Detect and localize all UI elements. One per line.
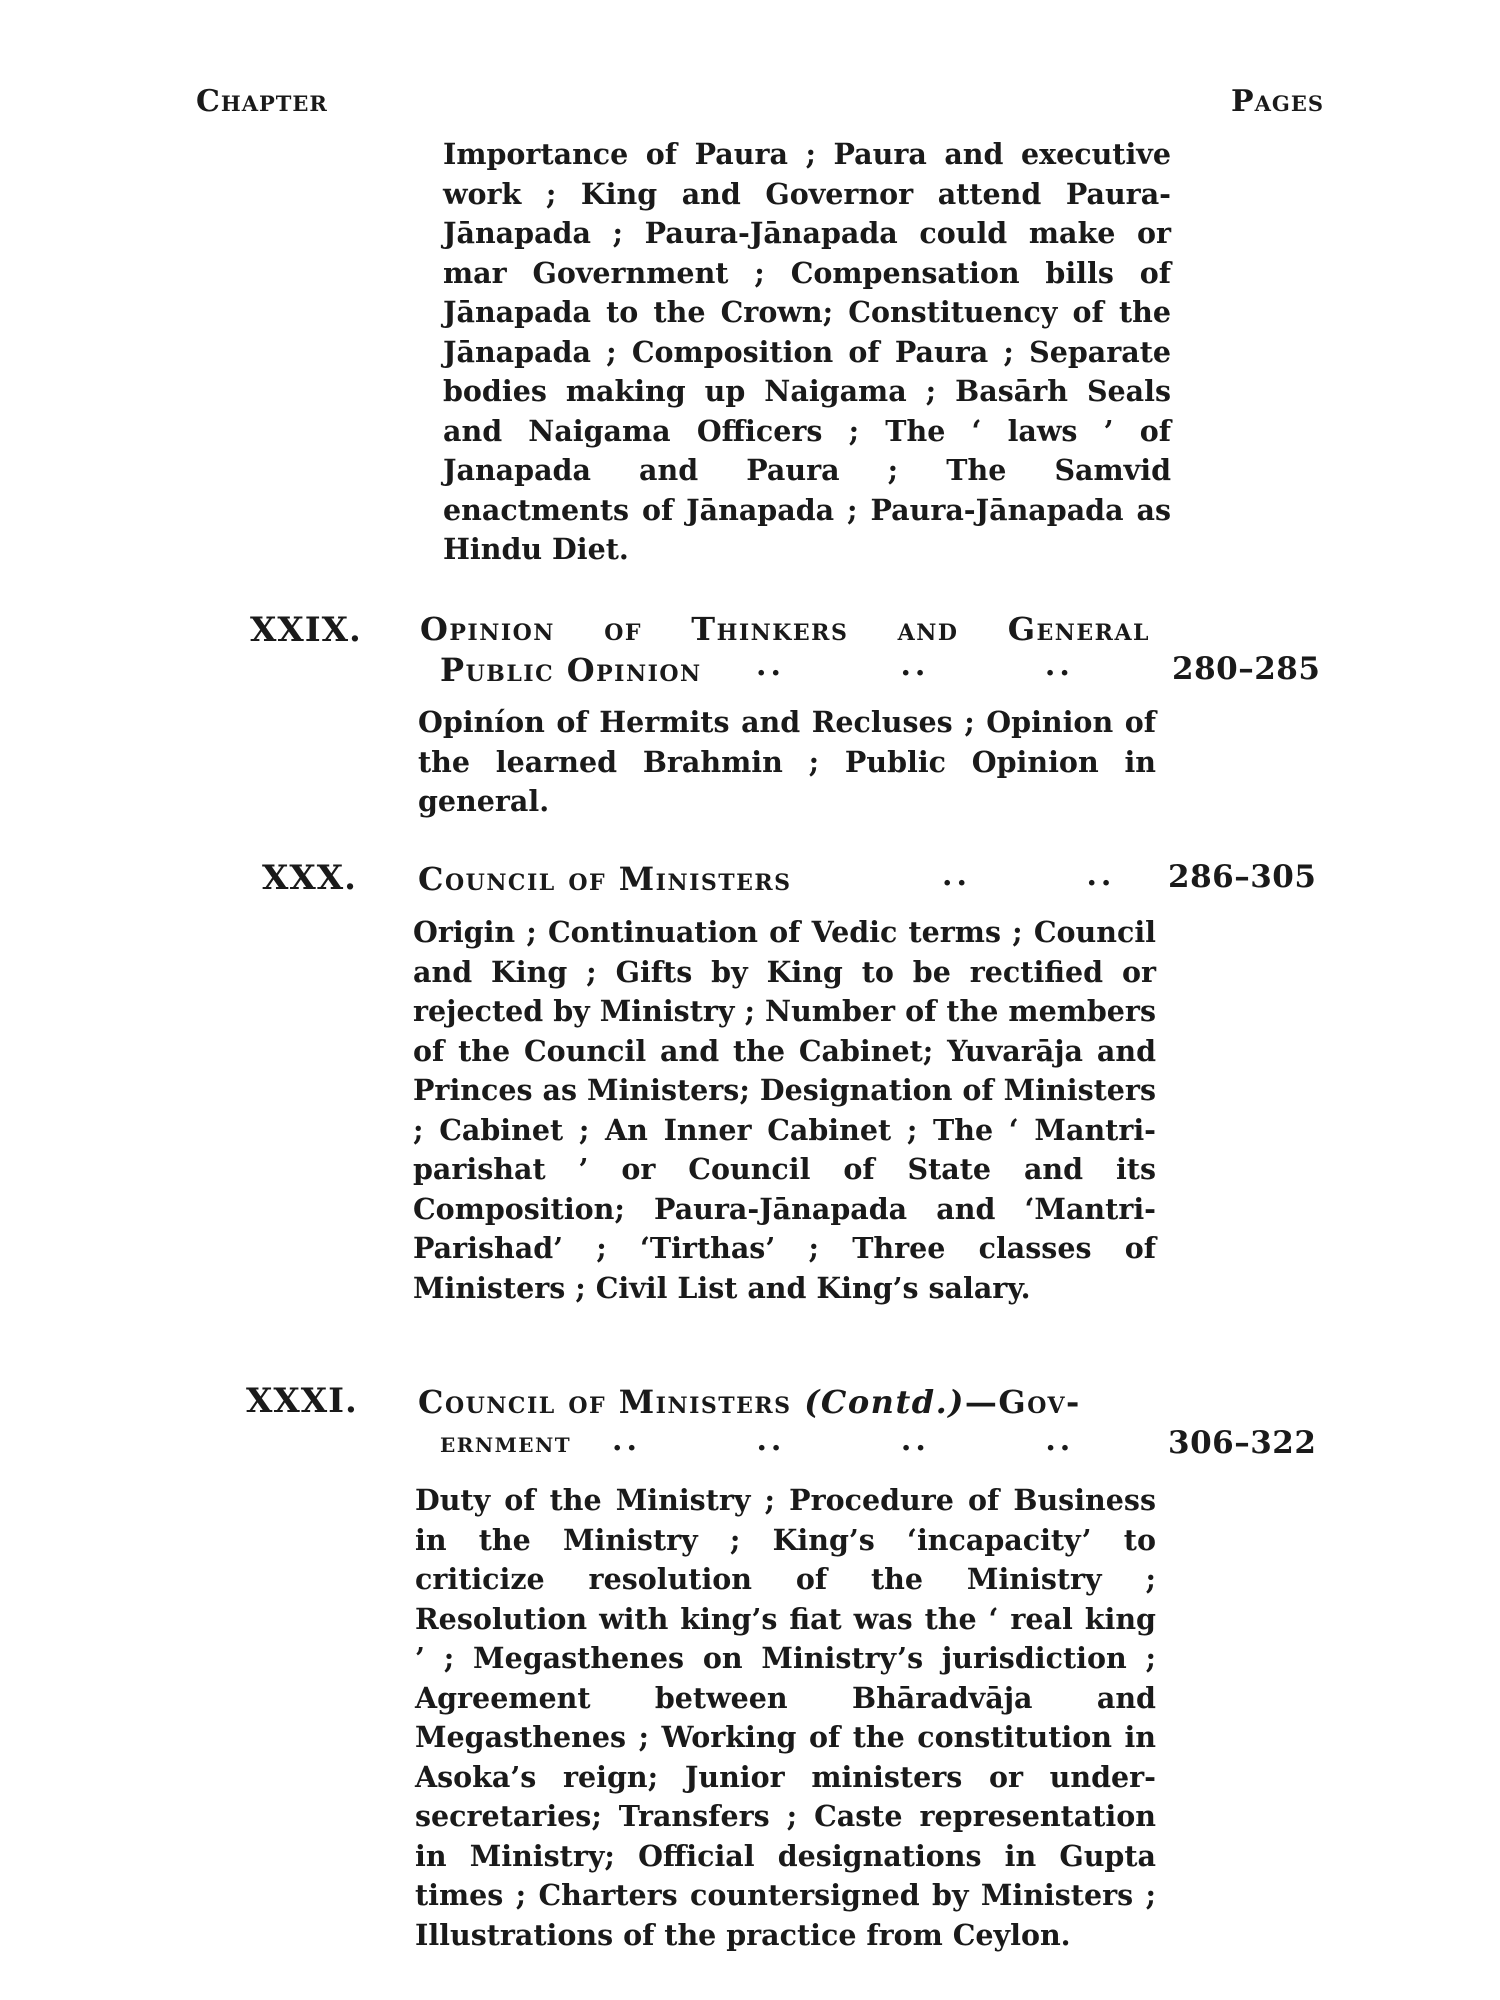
dot-leaders: .. .. .. ..: [612, 1423, 1075, 1458]
dot-leaders: .. ..: [942, 858, 1116, 893]
page-range: 286–305: [1168, 859, 1317, 895]
contd-marker: (Contd.): [804, 1383, 965, 1421]
chapter-column-header: Chapter: [196, 84, 328, 119]
page-range: 306–322: [1168, 1425, 1317, 1461]
page-range: 280–285: [1172, 651, 1321, 687]
chapter-numeral: XXIX.: [250, 610, 362, 650]
chapter-summary: Origin ; Continuation of Vedic terms ; Council and King ; Gifts by King to be rectified or rejected by Ministry ; Number of the members of the Council and the Cabinet; Yuvarāja and Princes as Ministers; Designation of Ministers ; Cabinet ; An Inner Cabinet ; The ‘ Mantri-parishat ’ or Council of State and its Composition; Paura-Jānapada and ‘Mantri-Parishad’ ; ‘Tirthas’ ; Three classes of Ministers ; Civil List and King’s salary.: [413, 915, 1156, 1305]
chapter-numeral: XXX.: [262, 858, 357, 898]
chapter-summary: Opiníon of Hermits and Recluses ; Opinion of the learned Brahmin ; Public Opinion in general.: [418, 705, 1156, 818]
chapter-title-line1: [418, 1383, 1081, 1421]
chapter-title-main: Council of Ministers: [418, 1383, 792, 1421]
chapter-title-line1: Council of Ministers: [418, 860, 792, 898]
chapter-title-line1: Opinion of Thinkers and General: [420, 610, 1150, 648]
chapter-title-tail: —Gov-: [964, 1383, 1081, 1421]
chapter-numeral: XXXI.: [246, 1381, 358, 1421]
intro-summary: Importance of Paura ; Paura and executive work ; King and Governor attend Paura-Jānapada ; Paura-Jānapada could make or mar Government ; Compensation bills of Jānapada to the Crown; Constituency of the Jānapada ; Composition of Paura ; Separate bodies making up Naigama ; Basārh Seals and Naigama Officers ; The ‘ laws ’ of Janapada and Paura ; The Samvid enactments of Jānapada ; Paura-Jānapada as Hindu Diet.: [443, 137, 1171, 566]
dot-leaders: .. .. ..: [756, 648, 1074, 683]
chapter-title-line2: ernment: [440, 1425, 572, 1459]
chapter-summary: Duty of the Ministry ; Procedure of Business in the Ministry ; King’s ‘incapacity’ to criticize resolution of the Ministry ; Resolution with king’s fiat was the ‘ real king ’ ; Megasthenes on Ministry’s jurisdiction ; Agreement between Bhāradvāja and Megasthenes ; Working of the constitution in Asoka’s reign; Junior ministers or under-secretaries; Transfers ; Caste representation in Ministry; Official designations in Gupta times ; Charters countersigned by Ministers ; Illustrations of the practice from Ceylon.: [415, 1483, 1156, 1952]
pages-column-header: Pages: [1231, 84, 1324, 119]
chapter-title-line2: Public Opinion: [440, 651, 702, 689]
